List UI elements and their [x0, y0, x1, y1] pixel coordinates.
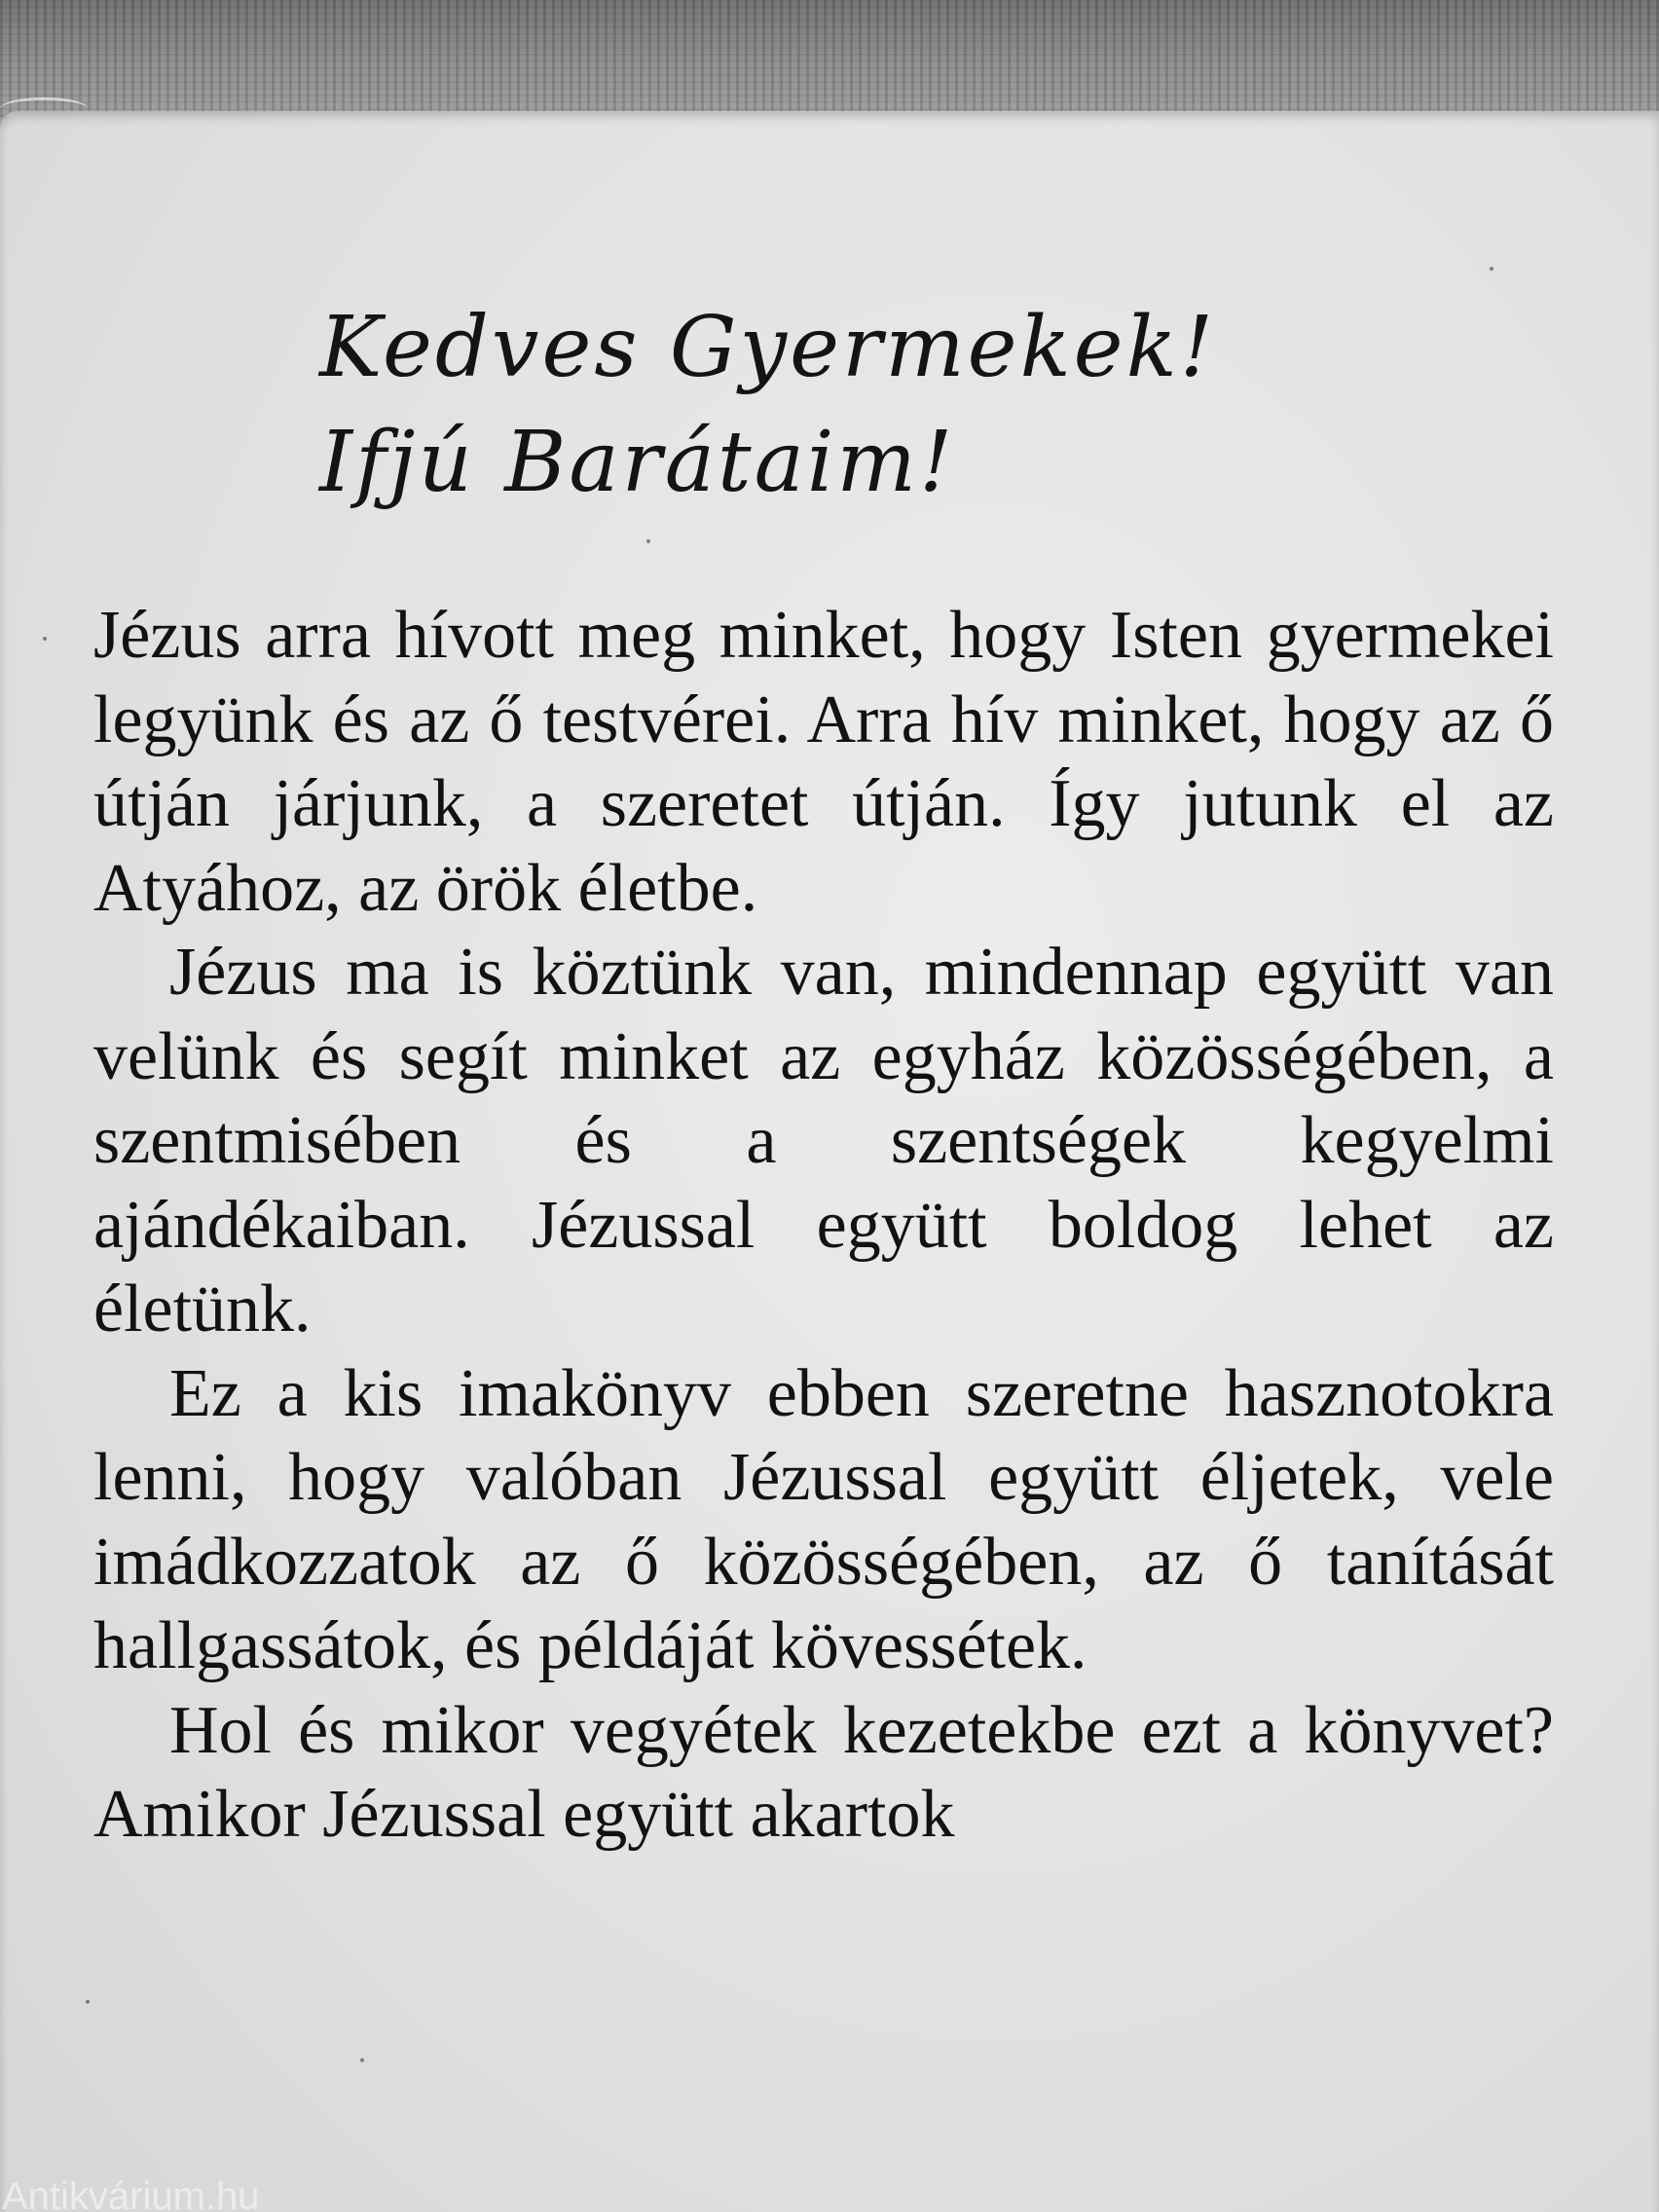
heading-line-2: Ifjú Barátaim! [319, 414, 956, 511]
fabric-backdrop [0, 0, 1659, 117]
heading-line-1: Kedves Gyermekek! [319, 299, 1217, 396]
paper-speck [86, 2000, 90, 2004]
watermark: Antikvárium.hu [2, 2175, 260, 2212]
paper-speck [360, 2058, 364, 2062]
paper-speck [1490, 267, 1493, 271]
paragraph-3: Ez a kis imakönyv ebben szeretne hasznotokra lenni, hogy valóban Jézussal együtt éljetek, vele imádkozzatok az ő közösségében, az ő tanítását hallgassátok, és példáját kövessétek. [93, 1355, 1554, 1683]
paragraph-1: Jézus arra hívott meg minket, hogy Isten gyermekei legyünk és az ő testvérei. Arra hív minket, hogy az ő útján járjunk, a szeretet útján. Így jutunk el az Atyához, az örök életbe. [93, 598, 1554, 926]
page-heading [319, 290, 1216, 520]
paper-speck [646, 539, 650, 543]
paragraph-4: Hol és mikor vegyétek kezetekbe ezt a könyvet? Amikor Jézussal együtt akartok [93, 1692, 1554, 1852]
paragraph-2: Jézus ma is köztünk van, mindennap együtt van velünk és segít minket az egyház közösségében, a szentmisében és a szentségek kegyelmi ajándékaiban. Jézussal együtt boldog lehet az életünk. [93, 935, 1554, 1346]
body-text [93, 594, 1554, 1858]
paper-speck [43, 637, 47, 641]
